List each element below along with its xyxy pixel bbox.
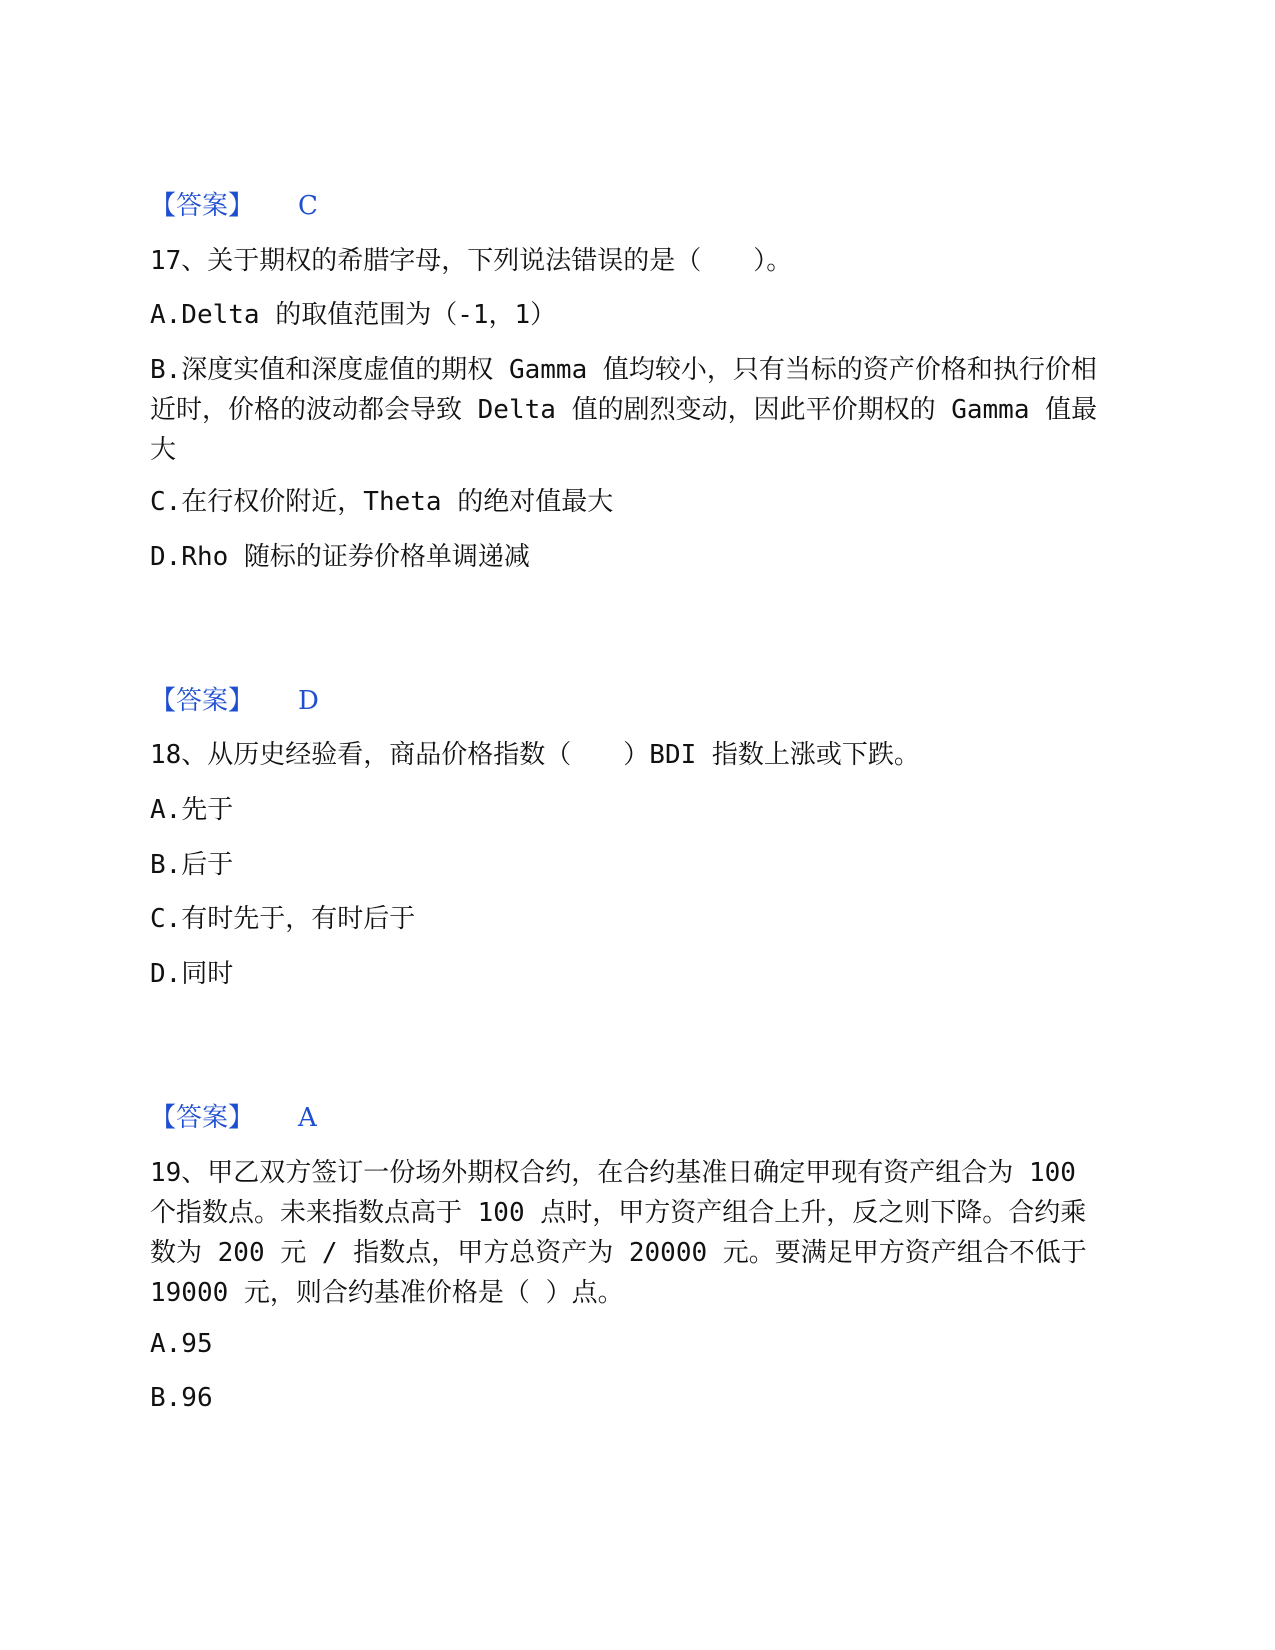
option-b: B.深度实值和深度虚值的期权 Gamma 值均较小，只有当标的资产价格和执行价相近时，价格的波动都会导致 Delta 值的剧烈变动，因此平价期权的 Gamma 值最大 [150,355,1098,465]
question-stem: 19、甲乙双方签订一份场外期权合约，在合约基准日确定甲现有资产组合为 100 个指数点。未来指数点高于 100 点时，甲方资产组合上升，反之则下降。合约乘数为 200 元 / 指数点，甲方总资产为 20000 元。要满足甲方资产组合不低于 19000 元，则合约基准价格是（ ）点。 [150,1158,1087,1308]
option-c: C.有时先于，有时后于 [150,904,416,934]
option-d: D.Rho 随标的证券价格单调递减 [150,542,530,572]
answer-label: 【答案】 [150,1103,255,1133]
option-b: B.96 [150,1383,213,1413]
option-a: A.Delta 的取值范围为（-1，1） [150,300,557,330]
answer-label: 【答案】 [150,191,255,221]
question-stem: 17、关于期权的希腊字母，下列说法错误的是（ ）。 [150,246,793,276]
answer-line [150,1098,317,1138]
question-stem: 18、从历史经验看，商品价格指数（ ）BDI 指数上涨或下跌。 [150,740,920,770]
answer-label: 【答案】 [150,686,255,716]
option-a: A.先于 [150,795,234,825]
answer-value: C [298,191,318,221]
option-b: B.后于 [150,850,234,880]
answer-line [150,681,319,721]
option-d: D.同时 [150,959,234,989]
answer-value: A [298,1103,317,1133]
answer-line [150,186,318,226]
answer-value: D [298,686,319,716]
option-a: A.95 [150,1329,213,1359]
option-c: C.在行权价附近，Theta 的绝对值最大 [150,487,614,517]
